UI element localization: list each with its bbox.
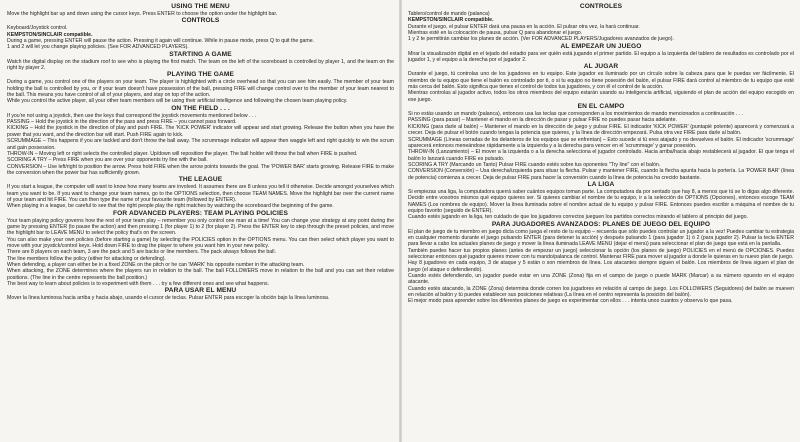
paragraph: Cuando estés jugando en la liga, ten cuidado de que los jugadores correctos jueguen los partidos correctos mirando el tablero al principio del juego. [408,214,748,221]
section [408,3,794,43]
paragraph: Move the highlight bar up and down using the cursor keys. Press ENTER to choose the option under the highlight bar. [7,11,278,17]
paragraph: 1 y 2 te permitirán cambiar los planes de acción. (Ver FOR ADVANCED PLAYERS/Jugadores avanzados de juego). [408,36,674,43]
paragraph: Watch the digital display on the stadium roof to see who is playing the first match. The team on the left of the scoreboard is controlled by player 1, and the team on the right by player 2. [7,58,394,72]
paragraph: When playing in a league, be careful to see that the right people play the right matches by watching the scoreboard the beginning of the game. [7,203,334,210]
paragraph: Si no estás usando un mando (palanca), entonces usa las teclas que corresponden a los movimientos de mando mencionados a continuación . . . [408,111,744,118]
paragraph: CONVERSION (Conversión) – Usa derecha/izquierda para situar la flecha. Pulsar y mantener FIRE, cuando la flecha apunta hacia la portería. La 'POWER BAR' (línea de potencia) comienza a crecer. Deja de pulsar FIRE para hacer la conversión cuando la línea de potencia ha crecido bastante. [408,168,794,181]
paragraph: El plan de juego de tu miembro en juego dicta como juega el resto de tu equipo – recuerda que sólo puedes controlar un jugador a la vez! Puedes cambiar tu estrategia en cualquier momento durante el juego pulsando ENTER (para detener la acción) y después pulsando 1 (para jugador 1) ó 2 (para jugador 2). Pulsar la tecla ENTER para llevar a cabo los actuales planes de juego y mover la línea iluminada LEAVE MENU (dejar el menú) para seleccionar el plan de juego que está en la pantalla. [408,228,794,248]
paragraph: SCRUMMAGE (Líneas cerradas de los delanteros de los equipos que se enfrentan) – Esto sucede si tú eres atajado y no devuelves el balón. El indicador 'scrummage' aparecerá entonces meneándose rápidamente a la izquierda y a la derecha para vencer en el 'scrummage' y ganar posesión. [408,136,794,149]
section [7,3,394,17]
paragraph: The line members follow the policy (either for attacking or defending). [7,255,166,262]
paragraph: During a game, pressing ENTER will pause the action. Pressing it again will continue. While in pause mode, press Q to quit the game. [7,38,315,45]
section [7,176,394,209]
section-heading: FOR ADVANCED PLAYERS: TEAM PLAYING POLICIES [113,209,288,217]
paragraph: También puedes hacer tus propios planes (antes de empezar un juego) seleccionar la opción (los planes de juego) POLICIES en el menú de OPCIONES. Puedes seleccionar entonces qué jugador quieres mover con tu mando/palanca de control. Mantenar FIRE para mover al jugador a donde le quieras en tu nuevo plan de juego. [408,247,794,260]
spanish-column [402,0,800,442]
paragraph: While you control the active player, all your other team members will be using their artificial intelligence and following the chosen team playing policy. [7,98,348,105]
paragraph: Hay 8 jugadores en cada equipo, 3 de ataque y 5 están o son miembros de línea. Los atacantes siempre siguen el balón. Los miembros de línea siguen el plan de juego (el ataque o defendiendo). [408,260,794,273]
paragraph: PASSING (para pasar) – Mantener el mando en la dirección de pasar y pulsar FIRE no puedes pasar hacia adelante. [408,117,677,124]
section-heading: THE LEAGUE [178,176,223,184]
paragraph: KICKING – Hold the joystick in the direction of play and push FIRE. The 'KICK POWER' indicator will appear and start growing. Release the button when you have the power that you want, and the direction bar will start. Push FIRE again to kick. [7,125,394,138]
section-heading: AL JUGAR [583,63,619,71]
section [408,103,794,181]
paragraph: Your team playing policy governs how the rest of your team play – remember you only control one man at a time! You can change your strategy at any point during the game by pressing ENTER (to pause the action) and then pressing 1 (for player 1) to 2 (for player 2). Press the ENTER key to step through the preset policies, and move the highlight bar to LEAVE MENU to select the policy that's on the screen. [7,217,394,237]
paragraph: Keyboard/Joystick control. [7,25,68,32]
paragraph: El mejor modo para aprender sobre los diferentes planes de juego es experimentar con ellos . . . intenta unos cuantos y observa lo que pasa. [408,298,733,305]
paragraph: Si empiezas una liga, la computadora querrá saber cuántos equipos toman parte. La computadora da por sentado que hay 8, a menos que tú se lo digas algo diferente. Decidir entre vosotros mismos qué equipo quieres ser. Si quieres cambiar el nombre de tu equipo, ir a la selección de OPTIONS (Opciones), entonces escoge TEAM NAMES (Los nombres de equipo). Mover la línea iluminada sobre el nombre actual de tu equipo y pulsar FIRE. Entonces puedes escribir a máquina el nombre de tu equipo favorito (seguido de ENTER). [408,188,794,214]
section [408,221,794,305]
section-heading: ON THE FIELD . . . [171,104,230,112]
paragraph: You can also make your own policies (before starting a game) by selecting the POLICIES option in the OPTIONS menu. You can then select which player you want to move with your joystick/control keys. Hold down FIRE to drag the player to where you want him in your new policy. [7,236,394,249]
paragraph: CONVERSION – Use left/right to position the arrow. Press hold FIRE when the arrow points towards the goal. The 'POWER BAR' starts growing. Release FIRE to make the conversion when the power bar has sufficiently grown. [7,163,394,176]
section-heading: PARA JUGADORES AVANZADOS: PLANES DE JUEGO DEL EQUIPO [491,220,711,228]
section [7,17,394,50]
section [7,71,394,104]
paragraph: Mirar la visualización digital en el tejado del estadio para ver quién está jugando el primer partido. El equipo a la izquierda del tablero de resultados es controlado por el jugador 1, y el equipo a la derecha por el jugador 2. [408,50,794,64]
paragraph: Tablero/control de mando (palanca) [408,11,490,17]
paragraph: SCRUMMAGE – This happens if you are tackled and don't throw the ball away. The scrummage indicator will appear then waggle left and right quickly to win the scrum and gain possession. [7,138,394,151]
paragraph: If you're not using a joystick, then use the keys that correspond the joystick movements mentioned below . . . [7,112,257,119]
section-heading: EN EL CAMPO [577,103,625,111]
paragraph: THROW-IN (Lanzamiento) – El mover a la izquierda o a la derecha selecciona el jugador controlado. Hacia arriba/hacia abajo restablecerá al jugador. El que tenga el balón lo lanzará cuando FIRE es pulsado. [408,149,794,162]
section-heading: STARTING A GAME [169,50,232,58]
paragraph: Mientras esté en la colocación de pausa, pulsar Q para abandonar el juego. [408,30,583,37]
section-heading: AL EMPEZAR UN JUEGO [560,42,642,50]
paragraph: Cuando estés defendiendo, un jugador puede estar en una ZONE (Zona) fija en el campo de juego o puede MARK (Marcar) a su número opuesto en el equipo atacante. [408,273,794,286]
section-heading: CONTROLS [181,17,220,25]
paragraph: PASSING – Hold the joystick in the direction of the pass and press FIRE – you cannot pass forward. [7,119,237,126]
section [7,51,394,72]
paragraph: During a game, you control one of the players on your team. The player is highlighted with a circle overhead so that you can see him easily. The member of your team holding the ball is controlled by you, or if your team doesn't have possession of the ball, pressing FIRE will change control over to the member of your team nearest to the ball. This means you have control of all of your players, and stay on top of the action. [7,79,394,99]
paragraph: THROW-IN – Moving left or right selects the controlled player. Up/down will reposition the player. The ball holder will throw the ball when FIRE is pushed. [7,150,358,157]
section [7,210,394,288]
section [408,181,794,221]
paragraph: If you start a league, the computer will want to know how many teams are involved. It assumes there are 8 unless you tell it otherwise. Decide amongst yourselves which team you want to be. If you want to change your team names, go to the OPTIONS selection, then choose TEAM NAMES. Move the highlight bar over the current name of your team and hit FIRE. You can then type the name of your favourite team (followed by ENTER). [7,184,394,203]
paragraph: Durante el juego, el pulsar ENTER dará una pausa en la acción. El pulsar otra vez, la hará continuar. [408,23,640,30]
paragraph: There are 8 players on each team, 3 are the pack and 5 are backs or line members. The pack always follows the ball. [7,249,276,256]
paragraph: Mover la línea luminosa hacia arriba y hacia abajo, usando el cursor de teclas. Pulsar ENTER para escoger la obción bajo la línea luminosa. [7,295,330,302]
paragraph: KEMPSTON/SINCLAIR compatible. [408,17,494,24]
paragraph: SCORING A TRY (Marcando un Tanto) Pulsar FIRE cuando estés sobre tus oponentes "Try line" con el balón. [408,161,661,168]
section-heading: PARA USAR EL MENU [164,287,237,295]
section [7,287,394,301]
section [408,43,794,64]
section-heading: LA LIGA [587,180,615,188]
paragraph: KICKING (para darle al balón) – Mantener el mando en la dirección de juego y pulsar FIRE. El indicador 'KICK POWER' (puntapié potente) aparecerá y comenzará a crecer. Deja de pulsar el botón cuando tengas la potencia que quieres, y la línea de dirección empezará. Pulsa otra vez FIRE para darle al balón. [408,123,794,137]
paragraph: SCORING A TRY – Press FIRE when you are over your opponents try line with the ball. [7,157,208,164]
paragraph: 1 and 2 will let you change playing policies. (See FOR ADVANCED PLAYERS). [7,44,189,51]
paragraph: When defending, a player can either be in a fixed ZONE on the pitch or he can 'MARK' his opposite number in the attacking team. [7,262,305,268]
section [408,63,794,103]
section-heading: PLAYING THE GAME [167,71,234,79]
paragraph: KEMPSTON/SINCLAIR compatible. [7,31,93,38]
paragraph: When attacking, the ZONE determines where the players run in relation to the ball. The ball FOLLOWERS move in relation to the ball and you can set their relative positions. (The line in the centre represents the ball position.) [7,268,394,281]
paragraph: Mientras controlas al jugador activo, todos los otros miembros del equipo estarán usando su inteligencia artificial, siguiendo el plan de acción del equipo escogido en ese juego. [408,90,794,103]
paragraph: The best way to learn about policies is to experiment with them . . . try a few different ones and see what happens. [7,281,270,288]
paragraph: Cuando estés atacando, la ZONE (Zona) determina donde corren los jugadores en relación al campo de juego. Los FOLLOWERS (Seguidores) del balón se mueven en relación al balón y tú puedes establecer sus posiciones relativas (La línea en el centro representa la posición del balón). [408,285,794,299]
section [7,105,394,176]
section-heading: CONTROLES [579,3,623,10]
section-heading: USING THE MENU [171,3,230,10]
paragraph: Durante el juego, tú controlas uno de los jugadores en tu equipo. Este jugador es iluminado por un círculo sobre la cabeza para que le puedas ver fácilmente. El miembro de tu equipo que tiene el balón es controlado por ti, o si tu equipo no tiene posesión del balón, el pulsar FIRE dará control al miembro de tu equipo que esté más cerca del balón. Esto significa que tienes el control de todos tus jugadores, y con él el control de la acción. [408,71,794,91]
